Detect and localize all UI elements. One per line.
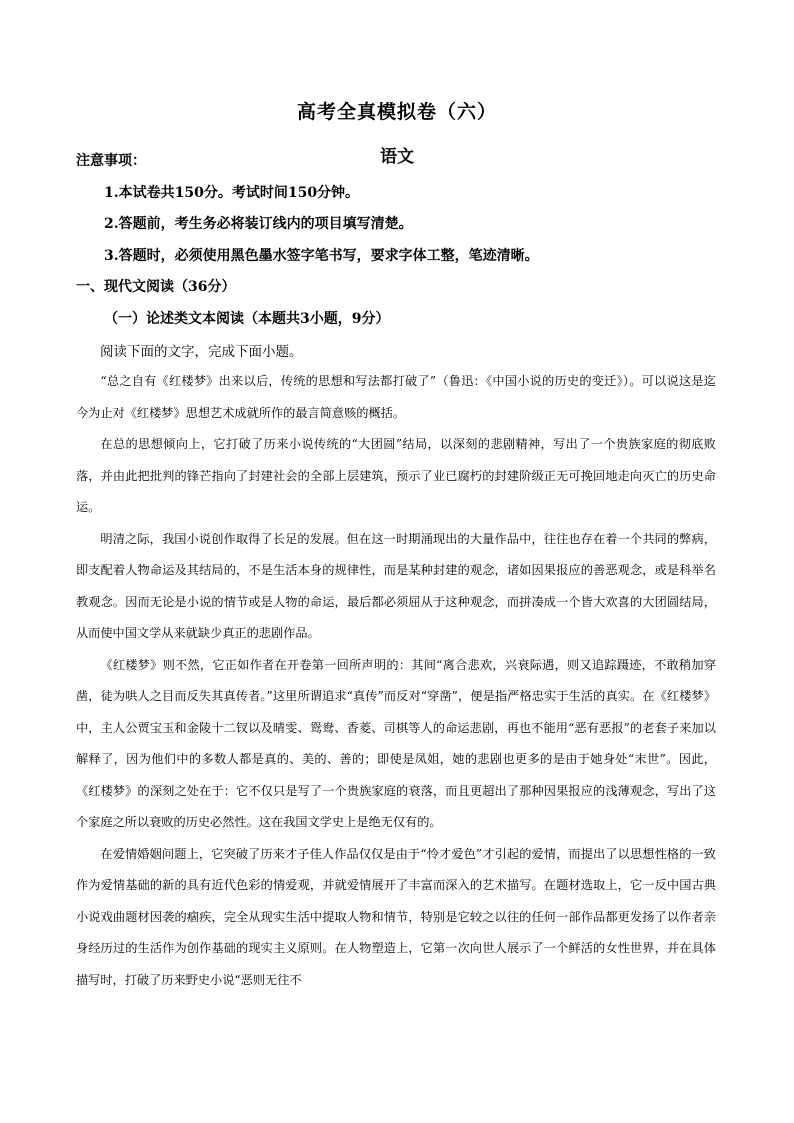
passage-paragraph: 在总的思想倾向上，它打破了历来小说传统的“大团圆”结局，以深刻的悲剧精神，写出了一个贵族家庭的彻底败落，并由此把批判的锋芒指向了封建社会的全部上层建筑，预示了业已腐朽的封建阶级正无可挽回地走向灭亡的历史命运。 (76, 437, 716, 514)
subject-title: 语文 (380, 147, 414, 167)
passage-body (76, 366, 716, 996)
notes-item-3: 3.答题时，必须使用黑色墨水签字笔书写，要求字体工整，笔迹清晰。 (104, 248, 539, 264)
passage-paragraph: 在爱情婚姻问题上，它突破了历来才子佳人作品仅仅是由于“怜才爱色”才引起的爱情，而提出了以思想性格的一致作为爱情基础的新的具有近代色彩的情爱观，并就爱情展开了丰富而深入的艺术描写。在题材选取上，它一反中国古典小说戏曲题材因袭的痼疾，完全从现实生活中提取人物和情节，特别是它较之以往的任何一部作品都更发扬了以作者亲身经历过的生活作为创作基础的现实主义原则。在人物塑造上，它第一次向世人展示了一个鲜活的女性世界，并在具体描写时，打破了历来野史小说“恶则无往不 (76, 846, 716, 987)
passage-paragraph: 明清之际，我国小说创作取得了长足的发展。但在这一时期涌现出的大量作品中，往往也存在着一个共同的弊病，即支配着人物命运及其结局的，不是生活本身的规律性，而是某种封建的观念，诸如因果报应的善恶观念，或是科举名教观念。因而无论是小说的情节或是人物的命运，最后都必须屈从于这种观念，而拼凑成一个皆大欢喜的大团圆结局，从而使中国文学从来就缺少真正的悲剧作品。 (76, 531, 716, 640)
notes-heading: 注意事项： (76, 153, 146, 169)
notes-item-1: 1.本试卷共150分。考试时间150分钟。 (104, 185, 360, 201)
section-heading: 一、现代文阅读（36分） (76, 279, 236, 295)
reading-instruction: 阅读下面的文字，完成下面小题。 (100, 344, 303, 360)
passage-paragraph: 《红楼梦》则不然，它正如作者在开卷第一回所声明的：其间“离合悲欢，兴衰际遇，则又追踪蹑迹，不敢稍加穿凿，徒为哄人之目而反失其真传者。”这里所谓追求“真传”而反对“穿凿”，便是指严格忠实于生活的真实。在《红楼梦》中，主人公贾宝玉和金陵十二钗以及晴雯、鸳鸯、香菱、司棋等人的命运悲剧，再也不能用“恶有恶报”的老套子来加以解释了，因为他们中的多数人都是真的、美的、善的；即使是凤姐，她的悲剧也更多的是由于她身处“末世”。因此，《红楼梦》的深刻之处在于：它不仅只是写了一个贵族家庭的衰落，而且更超出了那种因果报应的浅薄观念，写出了这个家庭之所以衰败的历史必然性。这在我国文学史上是绝无仅有的。 (76, 657, 716, 829)
passage-paragraph: “总之自有《红楼梦》出来以后，传统的思想和写法都打破了”（鲁迅：《中国小说的历史的变迁》）。可以说这是迄今为止对《红楼梦》思想艺术成就所作的最言简意赅的概括。 (76, 374, 716, 420)
section-subheading: （一）论述类文本阅读（本题共3小题，9分） (104, 311, 390, 327)
notes-item-2: 2.答题前，考生务必将装订线内的项目填写清楚。 (104, 216, 413, 232)
exam-title: 高考全真模拟卷（六） (296, 101, 497, 123)
